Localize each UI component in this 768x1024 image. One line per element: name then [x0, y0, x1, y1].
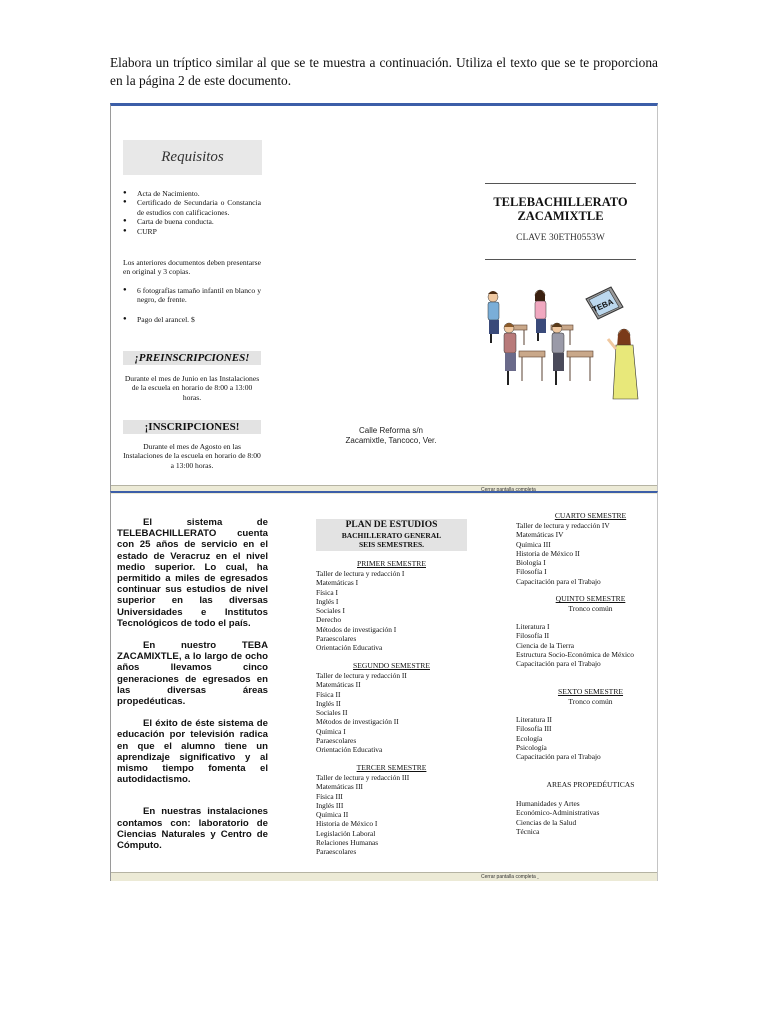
sexto-semestre-subtitle: Tronco común — [568, 697, 613, 706]
list-item: Inglés II — [316, 698, 341, 708]
payment-list — [123, 315, 261, 324]
list-item: Paraescolares — [316, 736, 357, 746]
list-item: Humanidades y Artes — [516, 799, 580, 808]
desk-front-right — [567, 351, 593, 381]
photos-list — [123, 286, 261, 305]
list-item: Taller de lectura y redacción IV — [516, 521, 610, 530]
areas-list — [516, 799, 599, 836]
list-item: Matemáticas II — [316, 680, 361, 690]
exit-fullscreen-button[interactable]: Cerrar pantalla completa ˬ — [481, 874, 539, 880]
photos-item: ● 6 fotografías tamaño infantil en blanco y negro, de frente. — [123, 286, 261, 305]
list-item: Técnica — [516, 826, 540, 836]
list-item: Paraescolares — [316, 634, 357, 644]
list-item: Filosofía I — [516, 567, 547, 577]
list-item: Capacitación para el Trabajo — [516, 576, 601, 586]
about-paragraph-2: En nuestro TEBA ZACAMIXTLE, a lo largo de ocho años llevamos cinco generaciones de egresados en las diversas áreas propedéuticas. — [117, 640, 268, 708]
quinto-semestre-list — [516, 622, 634, 668]
list-item: Derecho — [316, 615, 342, 625]
list-item: Estructura Socio-Económica de México — [516, 649, 635, 659]
list-item: Matemáticas I — [316, 578, 359, 588]
list-item: Filosofía II — [516, 631, 550, 641]
list-item: Ecología — [516, 733, 543, 743]
classroom-clipart — [483, 281, 643, 405]
documents-note: Los anteriores documentos deben presentarse en original y 3 copias. — [123, 258, 261, 277]
exit-fullscreen-button[interactable]: Cerrar pantalla completa ˬ — [481, 487, 539, 493]
list-item: Sociales II — [316, 708, 348, 718]
list-item: Inglés III — [316, 800, 344, 810]
list-item: Matemáticas IV — [516, 530, 564, 540]
quinto-semestre-subtitle: Tronco común — [568, 604, 613, 613]
list-item: Ciencia de la Tierra — [516, 640, 575, 650]
list-item: Métodos de investigación I — [316, 624, 397, 634]
about-paragraph-3: El éxito de éste sistema de educación por televisión radica en que el alumno tiene un aprendizaje significativo y al mismo tiempo fomenta el autodidactismo. — [117, 718, 268, 786]
quinto-semestre-heading: QUINTO SEMESTRE — [555, 594, 626, 603]
list-item: Historia de México I — [316, 819, 378, 829]
divider-top — [485, 183, 636, 184]
list-item: ● Acta de Nacimiento. — [123, 189, 261, 198]
plan-heading-box — [316, 519, 467, 551]
payment-item: ● Pago del arancel. $ — [123, 315, 261, 324]
inscripciones-banner: ¡INSCRIPCIONES! — [123, 420, 261, 434]
student-pink — [535, 290, 546, 341]
list-item: ● Certificado de Secundaria o Constancia de estudios con calificaciones. — [123, 198, 261, 217]
about-column — [117, 517, 268, 862]
sexto-semestre-list — [516, 715, 601, 761]
inscripciones-text: Durante el mes de Agosto en las Instalaciones de la escuela en horario de 8:00 a 13:00 horas. — [123, 442, 261, 470]
list-item: Física III — [316, 791, 343, 801]
requisitos-list — [123, 189, 261, 236]
list-item: Capacitación para el Trabajo — [516, 659, 601, 669]
requisitos-heading: Requisitos — [123, 140, 262, 175]
divider-bottom — [485, 259, 636, 260]
list-item: Relaciones Humanas — [316, 838, 379, 848]
list-item: Química I — [316, 726, 346, 736]
segundo-semestre-heading: SEGUNDO SEMESTRE — [353, 661, 430, 670]
plan-title: PLAN DE ESTUDIOS — [345, 520, 438, 530]
list-item: Orientación Educativa — [316, 745, 383, 755]
student-front-left — [504, 323, 516, 385]
list-item: Taller de lectura y redacción II — [316, 671, 407, 680]
list-item: Filosofía III — [516, 724, 552, 734]
list-item: Literatura I — [516, 622, 550, 631]
about-paragraph-4: En nuestras instalaciones contamos con: laboratorio de Ciencias Naturales y Centro de Cómputo. — [117, 806, 268, 852]
school-code: CLAVE 30ETH0553W — [516, 233, 605, 243]
tercer-semestre-heading: TERCER SEMESTRE — [356, 763, 427, 772]
list-item: Biología I — [516, 558, 546, 568]
list-item: Química III — [516, 539, 551, 549]
triptych-page-outside — [110, 103, 658, 494]
instructions-text: Elabora un tríptico similar al que se te muestra a continuación. Utiliza el texto que se te proporciona en la página 2 de este documento. — [110, 55, 658, 88]
sexto-semestre-heading: SEXTO SEMESTRE — [557, 687, 624, 696]
list-item: Métodos de investigación II — [316, 717, 399, 727]
about-paragraph-1: El sistema de TELEBACHILLERATO cuenta con 25 años de servicio en el estado de Veracruz en el nivel medio superior. Lo cual, ha permitido a miles de egresados continuar sus estudios de nivel superior en las diversas Universidades e Institutos Tecnológicos de todo el país. — [117, 517, 268, 629]
list-item: Taller de lectura y redacción I — [316, 569, 405, 578]
tercer-semestre-list — [316, 773, 409, 857]
teacher — [608, 329, 638, 399]
list-item: Sociales I — [316, 606, 345, 616]
list-item: Física I — [316, 587, 338, 597]
triptych-page-inside — [110, 491, 658, 881]
primer-semestre-heading: PRIMER SEMESTRE — [357, 559, 426, 568]
list-item: Química II — [316, 810, 349, 820]
cuarto-semestre-heading: CUARTO SEMESTRE — [554, 511, 627, 520]
tv-monitor — [586, 287, 623, 319]
areas-heading: AREAS PROPEDÉUTICAS — [546, 780, 635, 789]
list-item: Historia de México II — [516, 548, 580, 558]
school-address: Calle Reforma s/n Zacamixtle, Tancoco, Ver. — [345, 426, 437, 445]
preinscripciones-banner: ¡PREINSCRIPCIONES! — [123, 351, 261, 365]
tv-label: TEBA — [591, 297, 615, 315]
plan-subtitle: BACHILLERATO GENERAL SEIS SEMESTRES. — [341, 531, 442, 549]
list-item: Orientación Educativa — [316, 643, 383, 653]
list-item: Psicología — [516, 742, 547, 752]
list-item: ● Carta de buena conducta. — [123, 217, 261, 226]
list-item: Ciencias de la Salud — [516, 817, 577, 827]
list-item: ● CURP — [123, 227, 261, 236]
preinscripciones-text: Durante el mes de Junio en las Instalaciones de la escuela en horario de 8:00 a 13:00 horas. — [124, 374, 260, 402]
desk-front-left — [519, 351, 545, 381]
list-item: Literatura II — [516, 715, 552, 724]
cuarto-semestre-list — [516, 521, 610, 586]
list-item: Capacitación para el Trabajo — [516, 752, 601, 762]
school-name: TELEBACHILLERATO ZACAMIXTLE — [493, 195, 628, 223]
segundo-semestre-list — [316, 671, 407, 755]
list-item: Física II — [316, 689, 341, 699]
list-item: Económico-Administrativas — [516, 808, 600, 818]
list-item: Legislación Laboral — [316, 828, 376, 838]
list-item: Taller de lectura y redacción III — [316, 773, 410, 782]
list-item: Matemáticas III — [316, 782, 363, 792]
list-item: Inglés I — [316, 596, 339, 606]
student-blue — [488, 291, 499, 343]
list-item: Paraescolares — [316, 847, 357, 857]
status-bar — [111, 872, 657, 881]
primer-semestre-list — [316, 569, 404, 653]
